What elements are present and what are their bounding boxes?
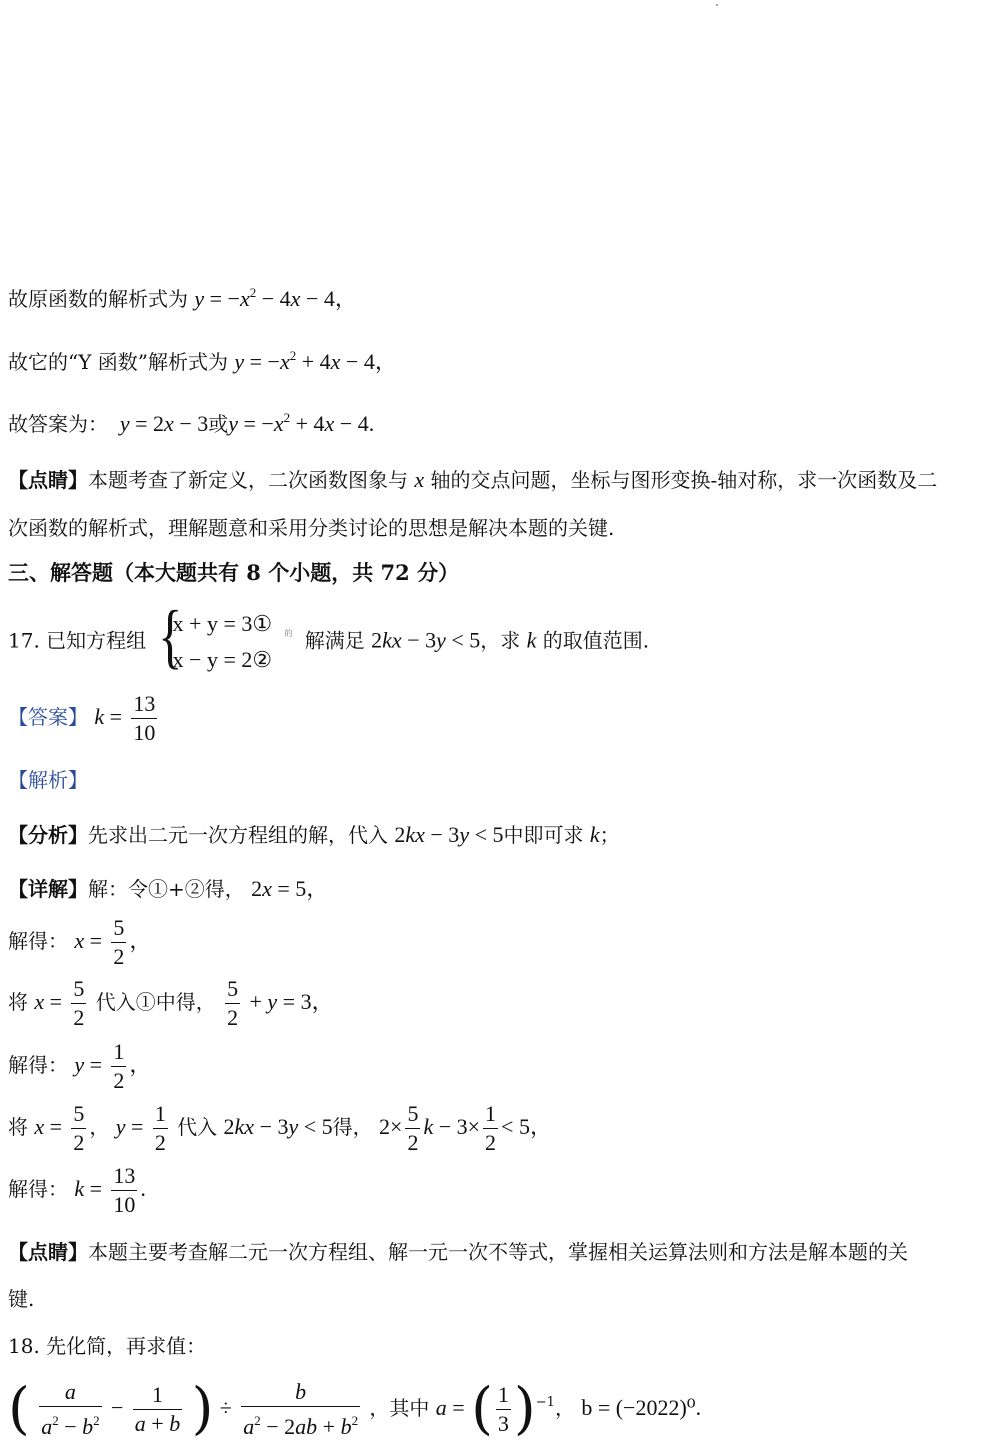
xiangjie-line: 【详解】解：令①+②得， 2x = 5，: [8, 876, 329, 901]
scan-dot: [716, 4, 718, 6]
step-substitute-inequality: 将 x = $\frac{5}{2}$ ， y = $\frac{1}{2}$ 代入 2kx − 3y < 5得， 2× $\frac{5}{2}$ k − 3× $\frac{1}{2}$ < 5，: [8, 1101, 552, 1155]
answer-17: 【答案】 k = $\frac{13}{10}$: [8, 691, 156, 745]
comment-17-cont: 键.: [8, 1287, 35, 1311]
section-title: 三、解答题（本大题共有 8 个小题，共 72 分）: [8, 560, 460, 585]
question-18-expression: ( $\frac{a}{a^2 - b^2}$ − $\frac{1}{a + b}$ ) ÷ $\frac{b}{a^2 - 2ab + b^2}$ ，其中 a = ( $\frac{1}{3}$ )$^{-1}$， b = (−2022)⁰.: [8, 1376, 702, 1442]
step-solve-x: 解得： x = $\frac{5}{2}$ ，: [8, 915, 152, 969]
line-answer-16: 故答案为： y = 2x − 3或$y = -x^2 + 4x - 4$.: [8, 410, 375, 436]
fenxi-line: 【分析】先求出二元一次方程组的解，代入 2kx − 3y < 5中即可求 k；: [8, 822, 620, 847]
analysis-tag: 【解析】: [8, 768, 88, 792]
step-solve-y: 解得： y = $\frac{1}{2}$ ，: [8, 1039, 152, 1093]
comment-17: 【点睛】本题主要考查解二元一次方程组、解一元一次不等式，掌握相关运算法则和方法是解本题的关: [8, 1240, 908, 1264]
line-comment-16: 【点睛】本题考查了新定义，二次函数图象与 x 轴的交点问题，坐标与图形变换-轴对称，求一次函数及二: [8, 467, 938, 492]
equation-system: { x + y = 3① x − y = 2②: [157, 596, 273, 676]
answer-fraction: $\frac{13}{10}$: [133, 691, 156, 745]
line-original-function: 故原函数的解析式为 $y = -x^2 - 4x - 4$，: [8, 285, 357, 311]
line-comment-16-cont: 次函数的解析式，理解题意和采用分类讨论的思想是解决本题的关键.: [8, 516, 615, 540]
question-17: 17. 已知方程组 { x + y = 3① x − y = 2② $^的$ 解满足 2kx − 3y < 5，求 k 的取值范围.: [8, 596, 650, 676]
line-y-function: 故它的“Y 函数”解析式为 $y = -x^2 + 4x - 4$，: [8, 348, 397, 374]
question-18-title: 18. 先化简，再求值：: [8, 1334, 207, 1358]
step-substitute-x: 将 x = $\frac{5}{2}$ 代入①中得， $\frac{5}{2}$ + y = 3，: [8, 976, 334, 1030]
step-solve-k: 解得： k = $\frac{13}{10}$ .: [8, 1163, 146, 1217]
